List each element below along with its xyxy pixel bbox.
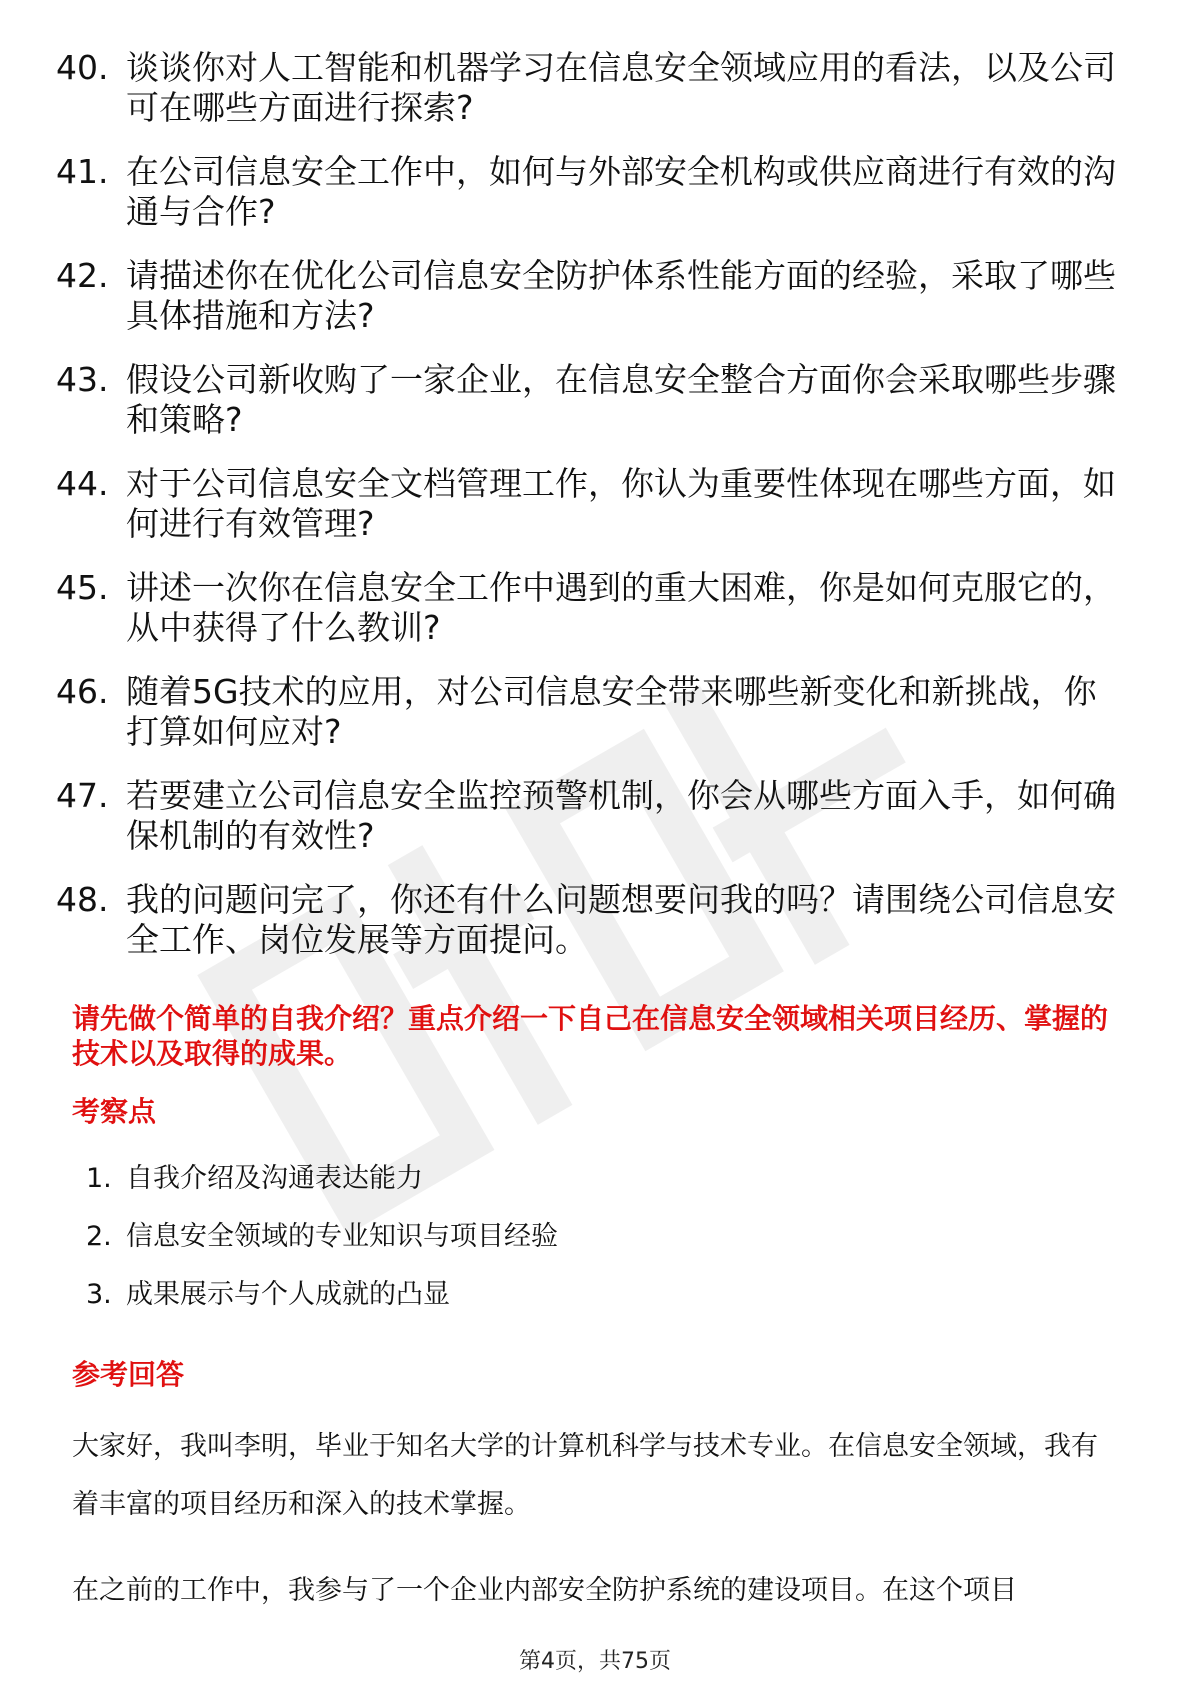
question-number: 41.: [56, 152, 109, 191]
question-number: 43.: [56, 360, 109, 399]
point-text: 信息安全领域的专业知识与项目经验: [126, 1221, 558, 1252]
question-headline: 请先做个简单的自我介绍？重点介绍一下自己在信息安全领域相关项目经历、掌握的技术以及取得的成果。: [72, 1002, 1109, 1070]
question-number: 40.: [56, 48, 109, 87]
question-number: 47.: [56, 776, 109, 815]
question-number: 46.: [56, 672, 109, 711]
section-title-reference-answer: 参考回答: [72, 1358, 185, 1391]
question-text: 假设公司新收购了一家企业，在信息安全整合方面你会采取哪些步骤和策略?: [126, 360, 1116, 439]
point-number: 3.: [86, 1279, 112, 1310]
answer-paragraph: 大家好，我叫李明，毕业于知名大学的计算机科学与技术专业。在信息安全领域，我有着丰富的项目经历和深入的技术掌握。: [72, 1431, 1098, 1520]
question-number: 42.: [56, 256, 109, 295]
point-text: 成果展示与个人成就的凸显: [126, 1279, 450, 1310]
question-item: [56, 568, 1116, 648]
assessment-point: [86, 1278, 558, 1336]
answer-paragraph: 在之前的工作中，我参与了一个企业内部安全防护系统的建设项目。在这个项目: [72, 1575, 1017, 1606]
point-number: 1.: [86, 1163, 112, 1194]
assessment-point: [86, 1162, 558, 1220]
question-item: [56, 152, 1116, 232]
assessment-points-list: [86, 1162, 558, 1336]
question-text: 对于公司信息安全文档管理工作，你认为重要性体现在哪些方面，如何进行有效管理?: [126, 464, 1116, 543]
question-list: [56, 48, 1116, 984]
question-text: 谈谈你对人工智能和机器学习在信息安全领域应用的看法，以及公司可在哪些方面进行探索?: [126, 48, 1116, 127]
assessment-point: [86, 1220, 558, 1278]
question-item: [56, 256, 1116, 336]
question-item: [56, 360, 1116, 440]
point-text: 自我介绍及沟通表达能力: [126, 1163, 423, 1194]
question-text: 若要建立公司信息安全监控预警机制，你会从哪些方面入手，如何确保机制的有效性?: [126, 776, 1116, 855]
question-text: 讲述一次你在信息安全工作中遇到的重大困难，你是如何克服它的，从中获得了什么教训?: [126, 568, 1116, 647]
question-item: [56, 672, 1116, 752]
question-item: [56, 48, 1116, 128]
question-item: [56, 880, 1116, 960]
question-text: 随着5G技术的应用，对公司信息安全带来哪些新变化和新挑战，你打算如何应对?: [126, 672, 1097, 751]
section-title-assessment-points: 考察点: [72, 1095, 157, 1128]
question-text: 请描述你在优化公司信息安全防护体系性能方面的经验，采取了哪些具体措施和方法?: [126, 256, 1116, 335]
question-number: 44.: [56, 464, 109, 503]
question-text: 在公司信息安全工作中，如何与外部安全机构或供应商进行有效的沟通与合作?: [126, 152, 1116, 231]
question-item: [56, 776, 1116, 856]
page-footer: 第4页，共75页: [519, 1649, 671, 1674]
point-number: 2.: [86, 1221, 112, 1252]
question-text: 我的问题问完了，你还有什么问题想要问我的吗？请围绕公司信息安全工作、岗位发展等方面提问。: [126, 880, 1116, 959]
question-number: 45.: [56, 568, 109, 607]
question-item: [56, 464, 1116, 544]
question-number: 48.: [56, 880, 109, 919]
